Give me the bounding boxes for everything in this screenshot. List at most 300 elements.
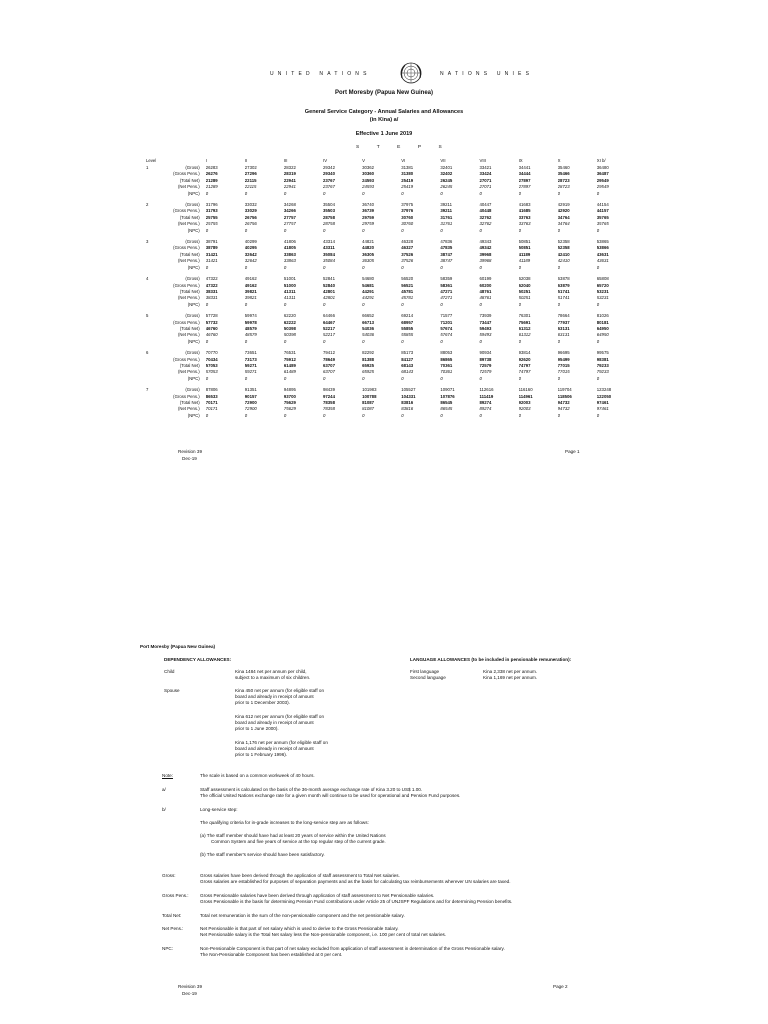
salary-table <box>146 157 636 424</box>
salary-cell: 0 <box>323 412 326 418</box>
salary-cell: 0 <box>557 338 561 344</box>
salary-cell: 0 <box>596 301 600 307</box>
salary-cell: 76301 <box>518 313 531 319</box>
salary-cell: 40447 <box>479 202 492 208</box>
salary-cell: 34441 <box>518 165 531 170</box>
salary-cell: 86545 <box>440 406 453 412</box>
salary-cell: 39968 <box>479 251 492 257</box>
salary-cell: 100788 <box>362 393 377 399</box>
salary-cell: 101983 <box>362 387 377 393</box>
spouse-c-1: Kina 1,176 net per annum (for eligible staff on <box>235 740 328 745</box>
salary-cell: 31761 <box>440 221 453 227</box>
salary-cell: 39821 <box>244 288 257 294</box>
salary-cell: 57674 <box>440 325 453 331</box>
salary-cell: 24593 <box>362 177 375 183</box>
salary-cell: 51741 <box>557 295 570 301</box>
salary-cell: 83816 <box>401 400 414 405</box>
salary-cell: 52840 <box>323 282 335 288</box>
salary-cell: 0 <box>596 190 600 196</box>
salary-cell: 32642 <box>244 251 257 257</box>
salary-cell: 41683 <box>518 202 531 208</box>
salary-cell: 111419 <box>479 393 494 399</box>
salary-cell: 52841 <box>323 276 335 282</box>
salary-cell: 31793 <box>205 208 218 214</box>
salary-cell: 0 <box>323 190 326 196</box>
salary-cell: 0 <box>518 412 521 418</box>
salary-cell: 0 <box>205 412 209 418</box>
salary-cell: 0 <box>323 375 326 381</box>
salary-cell: 59271 <box>244 362 257 368</box>
child-text-2: subject to a maximum of six children. <box>235 675 311 680</box>
salary-cell: 86545 <box>440 400 453 405</box>
salary-cell: 41806 <box>283 239 296 245</box>
salary-cell: 0 <box>244 375 248 381</box>
salary-cell: 31380 <box>401 171 414 177</box>
salary-cell: 0 <box>440 375 443 381</box>
row-type-label: (Gross Pens.) <box>173 393 200 399</box>
salary-cell: 40299 <box>244 239 257 245</box>
row-type-label: (NPC) <box>187 264 200 270</box>
salary-cell: 29759 <box>362 214 375 220</box>
dependency-heading: DEPENDENCY ALLOWANCES: <box>164 657 232 662</box>
salary-cell: 0 <box>205 190 209 196</box>
salary-cell: 48761 <box>479 288 492 294</box>
salary-cell: 68143 <box>401 362 414 368</box>
salary-cell: 0 <box>557 412 561 418</box>
salary-cell: 0 <box>557 375 561 381</box>
salary-cell: 21289 <box>205 184 218 190</box>
row-type-label: (Total Net) <box>179 251 200 257</box>
salary-cell: 28723 <box>557 177 570 183</box>
salary-cell: 28319 <box>283 171 296 177</box>
salary-cell: 26756 <box>244 214 257 220</box>
step-header: VI <box>401 157 406 163</box>
salary-cell: 35084 <box>323 258 335 264</box>
category-title: General Service Category - Annual Salaries and Allowances <box>304 109 464 115</box>
salary-cell: 34764 <box>557 221 570 227</box>
step-header: XI b/ <box>596 157 606 163</box>
level-number: 5 <box>146 313 149 319</box>
salary-cell: 64950 <box>596 325 609 331</box>
salary-cell: 0 <box>479 338 482 344</box>
row-type-label: (Total Net) <box>179 214 200 220</box>
salary-cell: 59974 <box>244 313 257 319</box>
salary-cell: 94895 <box>283 387 296 393</box>
salary-cell: 22941 <box>283 177 296 183</box>
salary-cell: 81388 <box>362 356 375 362</box>
salary-cell: 72579 <box>479 369 492 375</box>
net-pens-text-2: Net Pensionable salary is the Total Net salary less the Non-pensionable component, i.e. 100 per cent of total net salaries. <box>200 932 447 937</box>
gross-text-1: Gross salaries have been derived through the application of staff assessment to Total Net salaries. <box>200 873 400 878</box>
salary-cell: 65808 <box>596 276 609 282</box>
salary-cell: 31421 <box>205 258 218 264</box>
salary-cell: 0 <box>518 264 521 270</box>
language-heading: LANGUAGE ALLOWANCES (to be included in pensionable remuneration): <box>410 657 572 662</box>
salary-cell: 0 <box>244 190 248 196</box>
salary-cell: 81087 <box>362 400 375 405</box>
salary-cell: 72579 <box>479 362 492 368</box>
salary-cell: 0 <box>401 264 404 270</box>
row-type-label: (Gross) <box>185 313 200 319</box>
level-number: 1 <box>146 165 149 170</box>
salary-cell: 71577 <box>440 313 453 319</box>
salary-cell: 26276 <box>205 171 218 177</box>
salary-cell: 72900 <box>244 406 257 412</box>
salary-cell: 123248 <box>596 387 612 393</box>
salary-cell: 91351 <box>244 387 257 393</box>
salary-cell: 79412 <box>323 350 335 356</box>
salary-cell: 26245 <box>440 184 453 190</box>
salary-cell: 119704 <box>557 387 572 393</box>
salary-cell: 59493 <box>479 332 492 338</box>
salary-cell: 41189 <box>518 251 531 257</box>
salary-cell: 41189 <box>518 258 531 264</box>
salary-cell: 0 <box>205 338 209 344</box>
salary-cell: 61489 <box>283 362 296 368</box>
salary-cell: 25755 <box>205 214 218 220</box>
salary-cell: 89274 <box>479 400 492 405</box>
salary-cell: 64467 <box>323 319 335 325</box>
salary-cell: 25419 <box>401 184 414 190</box>
row-type-label: (Total Net) <box>179 177 200 183</box>
salary-cell: 33424 <box>479 171 492 177</box>
salary-cell: 27071 <box>479 177 492 183</box>
salary-cell: 0 <box>479 190 482 196</box>
salary-cell: 0 <box>596 338 600 344</box>
row-type-label: (NPC) <box>187 301 200 307</box>
salary-cell: 53231 <box>596 288 609 294</box>
salary-cell: 72900 <box>244 400 257 405</box>
salary-cell: 97461 <box>596 400 609 405</box>
row-type-label: (Net Pens.) <box>177 221 200 227</box>
salary-cell: 58359 <box>440 276 453 282</box>
salary-cell: 118506 <box>557 393 572 399</box>
salary-cell: 48579 <box>244 332 257 338</box>
salary-cell: 65720 <box>596 282 609 288</box>
salary-cell: 30360 <box>362 171 375 177</box>
salary-cell: 35084 <box>323 251 335 257</box>
salary-cell: 85173 <box>401 350 414 356</box>
salary-cell: 0 <box>479 412 482 418</box>
row-type-label: (Gross) <box>185 350 200 356</box>
salary-cell: 32762 <box>479 221 492 227</box>
row-type-label: (Total Net) <box>179 325 200 331</box>
unit-subtitle: (in Kina) a/ <box>369 117 399 123</box>
salary-cell: 28758 <box>323 221 335 227</box>
salary-cell: 50851 <box>518 245 531 251</box>
salary-cell: 55855 <box>401 325 414 331</box>
salary-cell: 54036 <box>362 332 375 338</box>
salary-cell: 70361 <box>440 369 453 375</box>
salary-cell: 50398 <box>283 325 296 331</box>
salary-cell: 96695 <box>557 350 570 356</box>
salary-cell: 63878 <box>557 276 570 282</box>
salary-cell: 70770 <box>205 350 218 356</box>
salary-cell: 64950 <box>596 332 609 338</box>
salary-cell: 0 <box>283 301 287 307</box>
row-type-label: (Gross) <box>185 202 200 208</box>
revision-label-page2: Revision 39 <box>178 984 203 989</box>
salary-cell: 0 <box>401 301 404 307</box>
salary-cell: 49342 <box>479 245 492 251</box>
row-type-label: (Gross Pens.) <box>173 245 200 251</box>
salary-cell: 86533 <box>205 393 218 399</box>
salary-cell: 27757 <box>283 221 296 227</box>
salary-cell: 23767 <box>323 177 335 183</box>
salary-cell: 73447 <box>479 319 492 325</box>
salary-cell: 46328 <box>401 239 414 245</box>
salary-cell: 75912 <box>283 356 296 362</box>
salary-cell: 33863 <box>283 251 296 257</box>
salary-cell: 44291 <box>362 288 375 294</box>
salary-cell: 50251 <box>518 288 531 294</box>
footnote-a-text-1: Staff assessment is calculated on the basis of the 36-month average exchange rate of Kina 3.20 to US$ 1.00. <box>200 787 423 792</box>
salary-cell: 54680 <box>362 276 375 282</box>
salary-cell: 51000 <box>283 282 296 288</box>
salary-cell: 43631 <box>596 258 609 264</box>
salary-cell: 61312 <box>518 325 531 331</box>
salary-cell: 78664 <box>557 313 570 319</box>
salary-cell: 0 <box>283 338 287 344</box>
salary-cell: 31381 <box>401 165 414 170</box>
salary-cell: 33863 <box>283 258 296 264</box>
salary-cell: 74797 <box>518 369 531 375</box>
salary-cell: 0 <box>362 375 365 381</box>
salary-cell: 47271 <box>440 288 453 294</box>
salary-cell: 88053 <box>440 350 453 356</box>
salary-cell: 60200 <box>479 282 492 288</box>
salary-cell: 93814 <box>518 350 531 356</box>
salary-cell: 82292 <box>362 350 375 356</box>
footnote-a-label: a/ <box>162 787 166 792</box>
salary-cell: 80181 <box>596 319 609 325</box>
step-header: V <box>362 157 365 163</box>
salary-cell: 45781 <box>401 288 414 294</box>
level-number: 3 <box>146 239 149 245</box>
salary-cell: 51741 <box>557 288 570 294</box>
salary-cell: 44157 <box>596 208 609 214</box>
salary-cell: 0 <box>440 412 443 418</box>
salary-cell: 50251 <box>518 295 531 301</box>
salary-cell: 43631 <box>596 251 609 257</box>
salary-cell: 28758 <box>323 214 335 220</box>
salary-cell: 60199 <box>479 276 492 282</box>
salary-cell: 55855 <box>401 332 414 338</box>
revision-date-page2: Dec-19 <box>182 991 197 996</box>
salary-cell: 44291 <box>362 295 375 301</box>
salary-cell: 34764 <box>557 214 570 220</box>
salary-cell: 32762 <box>479 214 492 220</box>
salary-cell: 39211 <box>440 202 452 208</box>
salary-cell: 92620 <box>518 356 531 362</box>
salary-cell: 86865 <box>440 356 453 362</box>
salary-cell: 59271 <box>244 369 257 375</box>
salary-cell: 57053 <box>205 362 218 368</box>
page-title-city: Port Moresby (Papua New Guinea) <box>334 90 434 96</box>
salary-cell: 46327 <box>401 245 414 251</box>
salary-cell: 0 <box>440 264 443 270</box>
salary-cell: 68957 <box>401 319 414 325</box>
salary-cell: 29549 <box>596 177 609 183</box>
salary-cell: 0 <box>205 227 209 233</box>
salary-cell: 87806 <box>205 387 218 393</box>
npc-label: NPC: <box>162 946 173 951</box>
gross-text-2: Gross salaries are established for purposes of separation payments and as the basis for calculating tax reimbursements wherever UN salaries are taxed. <box>200 879 511 884</box>
salary-cell: 0 <box>362 412 365 418</box>
salary-cell: 0 <box>557 301 561 307</box>
salary-cell: 47271 <box>440 295 453 301</box>
salary-cell: 30760 <box>401 221 414 227</box>
salary-cell: 28322 <box>283 165 296 170</box>
salary-cell: 30362 <box>362 165 375 170</box>
salary-cell: 0 <box>205 264 209 270</box>
footnote-b-label: b/ <box>162 807 166 812</box>
salary-cell: 36740 <box>362 202 375 208</box>
salary-cell: 59493 <box>479 325 492 331</box>
salary-cell: 94732 <box>557 400 570 405</box>
row-type-label: (NPC) <box>187 412 200 418</box>
spouse-b-3: prior to 1 June 2000). <box>235 726 279 731</box>
salary-cell: 0 <box>401 375 404 381</box>
salary-cell: 0 <box>557 264 561 270</box>
step-header: I <box>205 157 207 163</box>
salary-cell: 0 <box>479 301 482 307</box>
step-header: IX <box>518 157 523 163</box>
salary-cell: 33029 <box>244 208 257 214</box>
salary-cell: 75629 <box>283 400 296 405</box>
salary-cell: 47322 <box>205 282 218 288</box>
salary-cell: 38331 <box>205 295 218 301</box>
salary-cell: 40295 <box>244 245 257 251</box>
salary-cell: 71201 <box>440 319 453 325</box>
salary-cell: 0 <box>596 375 600 381</box>
salary-cell: 68143 <box>401 369 414 375</box>
salary-cell: 33421 <box>479 165 492 170</box>
salary-cell: 0 <box>518 338 521 344</box>
salary-cell: 31761 <box>440 214 453 220</box>
salary-cell: 92003 <box>518 400 531 405</box>
salary-cell: 70434 <box>205 356 218 362</box>
header-united-nations: UNITED NATIONS <box>270 71 371 77</box>
salary-cell: 98439 <box>323 387 335 393</box>
salary-cell: 56521 <box>401 282 414 288</box>
salary-cell: 38747 <box>440 258 453 264</box>
salary-cell: 0 <box>362 301 365 307</box>
page-number-page2: Page 2 <box>553 984 568 989</box>
salary-cell: 29549 <box>596 184 609 190</box>
spouse-c-3: prior to 1 February 1996). <box>235 752 288 757</box>
salary-cell: 25419 <box>401 177 414 183</box>
spouse-a-1: Kina 450 net per annum (for eligible staff on <box>235 688 325 693</box>
salary-cell: 109071 <box>440 387 455 393</box>
salary-cell: 34266 <box>283 208 296 214</box>
salary-cell: 0 <box>518 301 521 307</box>
revision-label: Revision 39 <box>178 449 203 454</box>
step-header: VII <box>440 157 446 163</box>
salary-cell: 84127 <box>401 356 414 362</box>
salary-cell: 0 <box>283 264 287 270</box>
salary-cell: 90157 <box>244 393 257 399</box>
second-language-label: Second language <box>410 675 446 680</box>
steps-heading: STEPS <box>356 145 460 150</box>
salary-cell: 83816 <box>401 406 414 412</box>
salary-cell: 105527 <box>401 387 416 393</box>
salary-cell: 0 <box>362 264 365 270</box>
salary-cell: 81087 <box>362 406 375 412</box>
salary-cell: 52217 <box>323 332 335 338</box>
salary-cell: 57728 <box>205 313 218 319</box>
salary-cell: 48579 <box>244 325 257 331</box>
salary-cell: 23767 <box>323 184 335 190</box>
salary-cell: 77015 <box>557 369 570 375</box>
salary-cell: 52358 <box>557 239 570 245</box>
row-type-label: (Total Net) <box>179 400 200 405</box>
salary-cell: 59978 <box>244 319 257 325</box>
row-type-label: (Net Pens.) <box>177 184 200 190</box>
salary-cell: 26283 <box>205 165 218 170</box>
salary-cell: 57674 <box>440 332 453 338</box>
salary-cell: 41805 <box>283 245 296 251</box>
salary-cell: 63707 <box>323 362 335 368</box>
salary-cell: 81026 <box>596 313 609 319</box>
note-label: Note: <box>162 773 173 778</box>
salary-cell: 104331 <box>401 393 416 399</box>
spouse-b-2: board and already in receipt of amount <box>235 720 314 725</box>
total-net-label: Total Net: <box>162 913 182 918</box>
salary-cell: 0 <box>244 301 248 307</box>
salary-cell: 42410 <box>557 258 570 264</box>
row-type-label: (NPC) <box>187 227 200 233</box>
salary-cell: 35765 <box>596 214 609 220</box>
salary-cell: 33763 <box>518 221 531 227</box>
row-type-label: (Gross Pens.) <box>173 319 200 325</box>
salary-cell: 44154 <box>596 202 609 208</box>
salary-cell: 0 <box>244 412 248 418</box>
footnote-b-text-1: Long-service step: <box>200 807 238 812</box>
salary-cell: 36480 <box>596 165 609 170</box>
salary-cell: 66713 <box>362 319 375 325</box>
salary-cell: 66652 <box>362 313 375 319</box>
salary-cell: 33032 <box>244 202 257 208</box>
salary-cell: 34268 <box>283 202 296 208</box>
salary-cell: 122050 <box>596 393 612 399</box>
salary-cell: 24593 <box>362 184 375 190</box>
salary-cell: 0 <box>518 375 521 381</box>
step-header: VIII <box>479 157 486 163</box>
spouse-a-2: board and already in receipt of amount <box>235 694 314 699</box>
salary-cell: 63879 <box>557 282 570 288</box>
salary-cell: 49343 <box>479 239 492 245</box>
salary-cell: 0 <box>479 264 482 270</box>
salary-cell: 35460 <box>557 165 570 170</box>
net-pens-text-1: Net Pensionable is that part of net salary which is used to derive to the Gross Pensionable Salary. <box>200 926 399 931</box>
row-type-label: (Gross Pens.) <box>173 356 200 362</box>
row-type-label: (Gross) <box>185 276 200 282</box>
salary-cell: 44820 <box>362 245 375 251</box>
salary-cell: 78358 <box>323 406 335 412</box>
salary-cell: 37975 <box>401 202 414 208</box>
salary-cell: 56520 <box>401 276 414 282</box>
spouse-c-2: board and already in receipt of amount <box>235 746 314 751</box>
salary-cell: 0 <box>596 227 600 233</box>
total-net-text: Total net remuneration is the sum of the non-pensionable component and the net pensionable salary. <box>200 913 405 918</box>
salary-cell: 0 <box>205 375 209 381</box>
salary-cell: 75691 <box>518 319 531 325</box>
salary-cell: 77015 <box>557 362 570 368</box>
level-header: Level <box>146 157 157 163</box>
salary-cell: 76531 <box>283 350 296 356</box>
salary-cell: 116160 <box>518 387 533 393</box>
